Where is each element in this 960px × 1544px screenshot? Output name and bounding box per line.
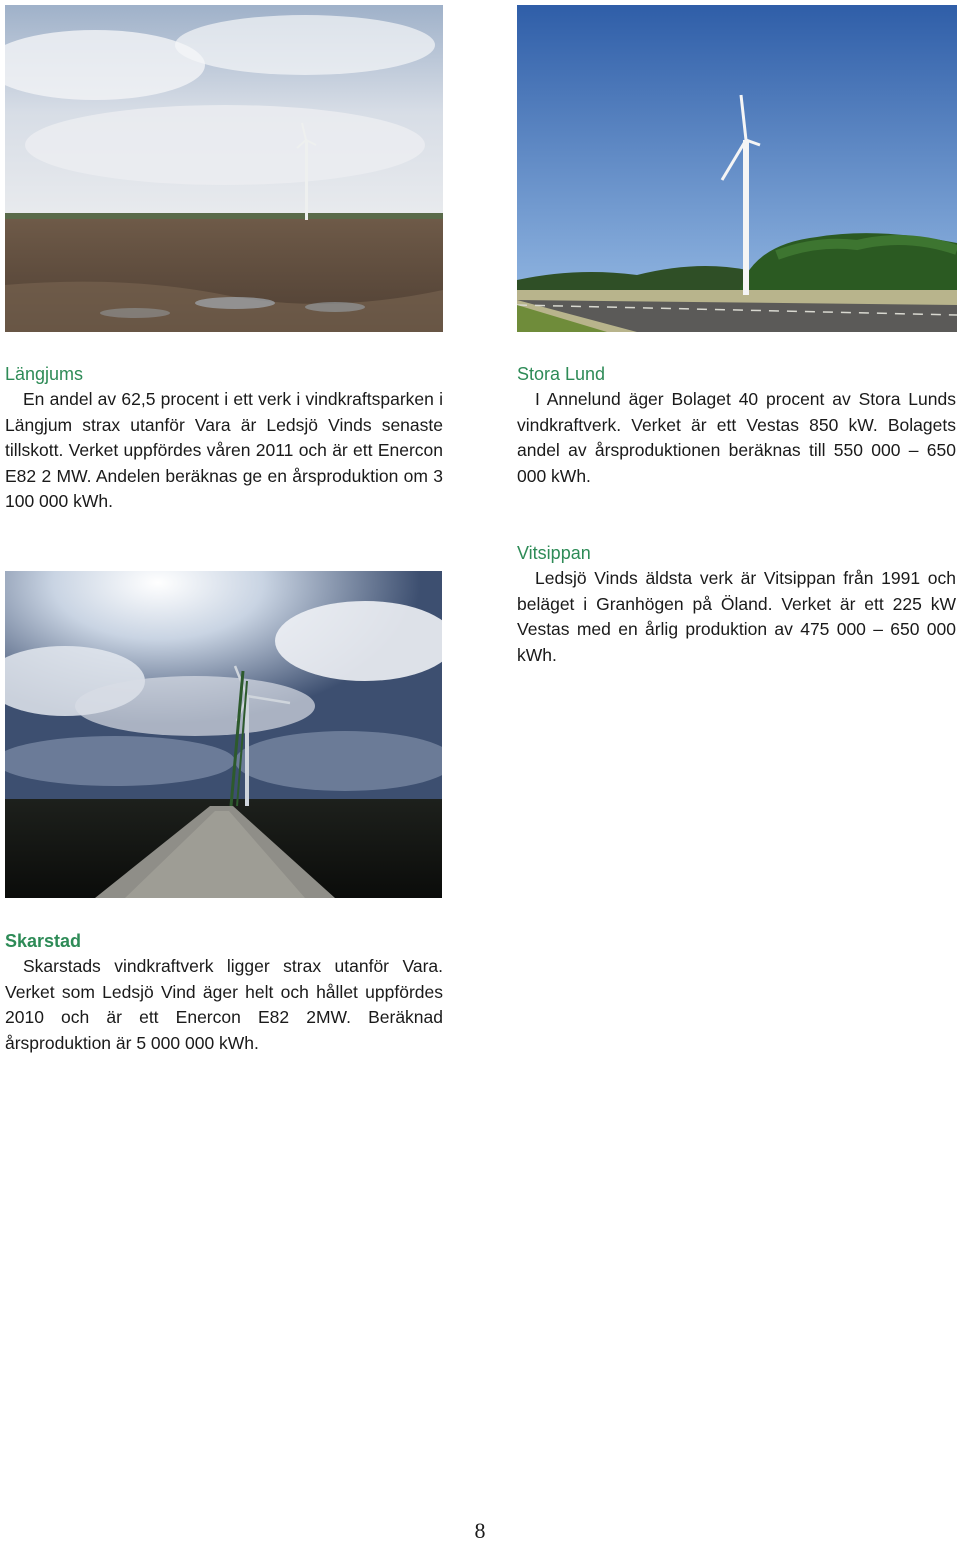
photo-stora-lund-turbine (517, 5, 957, 332)
text-langjums: En andel av 62,5 procent i ett verk i vindkraftsparken i Längjum strax utanför Vara är Ledsjö Vinds senaste tillskott. Verket uppfördes våren 2011 och är ett Enercon E82 2 MW. Andelen beräknas ge en årsproduktion om 3 100 000 kWh. (5, 389, 443, 512)
photo-langjums-turbine (5, 5, 443, 332)
heading-langjums: Längjums (5, 364, 84, 384)
text-stora-lund: I Annelund äger Bolaget 40 procent av Stora Lunds vindkraftverk. Verket är ett Vestas 850 kW. Bolagets andel av årsproduktionen beräknas till 550 000 – 650 000 kWh. (517, 389, 956, 486)
section-skarstad (5, 928, 443, 1056)
photo-skarstad-turbine (5, 571, 442, 898)
heading-skarstad: Skarstad (5, 931, 82, 951)
text-vitsippan: Ledsjö Vinds äldsta verk är Vitsippan från 1991 och beläget i Granhögen på Öland. Verket är ett 225 kW Vestas med en årlig produktion av 475 000 – 650 000 kWh. (517, 568, 956, 665)
page-number: 8 (474, 1518, 486, 1543)
section-langjums (5, 361, 443, 515)
heading-stora-lund: Stora Lund (517, 364, 606, 384)
heading-vitsippan: Vitsippan (517, 543, 591, 563)
section-vitsippan (517, 540, 956, 668)
text-skarstad: Skarstads vindkraftverk ligger strax utanför Vara. Verket som Ledsjö Vind äger helt och hållet uppfördes 2010 och är ett Enercon E82 2MW. Beräknad årsproduktion är 5 000 000 kWh. (5, 956, 443, 1053)
section-stora-lund (517, 361, 956, 489)
